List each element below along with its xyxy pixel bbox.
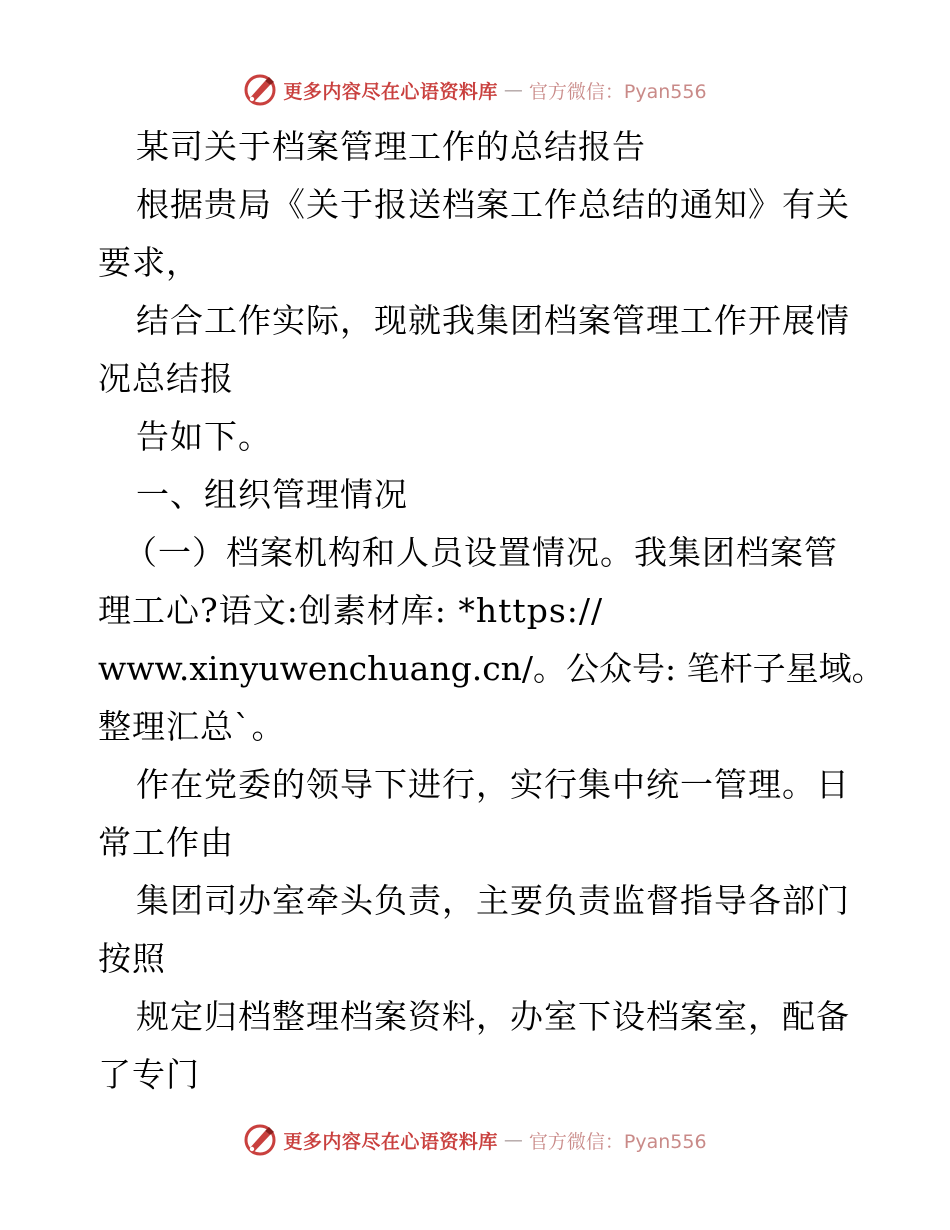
document-title: 某司关于档案管理工作的总结报告: [136, 127, 646, 166]
paragraph-line: 作在党委的领导下进行，实行集中统一管理。日: [136, 765, 850, 804]
paragraph-line: 告如下。: [136, 417, 272, 456]
header-banner: [0, 70, 950, 110]
pen-logo-icon: [243, 73, 277, 107]
banner-site-text: 更多内容尽在心语资料库: [283, 80, 498, 103]
paragraph-line: （一）档案机构和人员设置情况。我集团档案管: [124, 533, 838, 572]
document-body: [98, 118, 885, 1104]
banner-separator: —: [503, 79, 523, 101]
paragraph-line: 规定归档整理档案资料，办室下设档案室，配备: [136, 997, 850, 1036]
footer-banner: [0, 1120, 950, 1160]
pen-logo-icon: [243, 1123, 277, 1157]
paragraph-line: 要求，: [98, 243, 200, 282]
paragraph-line: www.xinyuwenchuang.cn/。公众号: 笔杆子星域。: [98, 649, 885, 688]
banner-site-text: 更多内容尽在心语资料库: [283, 1130, 498, 1153]
banner-separator: —: [503, 1129, 523, 1151]
section-heading: 一、组织管理情况: [136, 475, 408, 514]
paragraph-line: 理工心?语文:创素材库: *https://: [98, 591, 604, 630]
paragraph-line: 常工作由: [98, 823, 234, 862]
banner-wechat-text: 官方微信：Pyan556: [528, 1130, 707, 1153]
paragraph-line: 整理汇总`。: [98, 707, 286, 746]
paragraph-line: 况总结报: [98, 359, 234, 398]
paragraph-line: 了专门: [98, 1055, 200, 1094]
banner-wechat-text: 官方微信：Pyan556: [528, 80, 707, 103]
paragraph-line: 结合工作实际，现就我集团档案管理工作开展情: [136, 301, 850, 340]
paragraph-line: 集团司办室牵头负责，主要负责监督指导各部门: [136, 881, 850, 920]
paragraph-line: 按照: [98, 939, 166, 978]
paragraph-line: 根据贵局《关于报送档案工作总结的通知》有关: [136, 185, 850, 224]
